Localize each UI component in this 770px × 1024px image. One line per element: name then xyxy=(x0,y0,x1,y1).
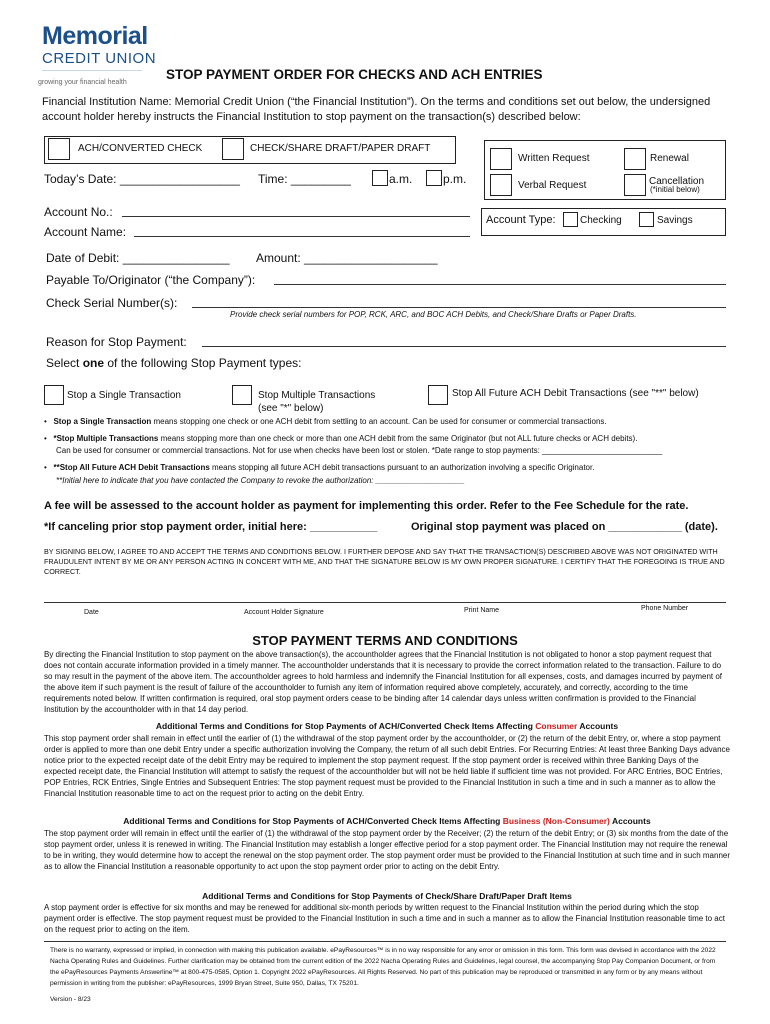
reason-label: Reason for Stop Payment: xyxy=(46,335,187,349)
savings-checkbox[interactable] xyxy=(639,212,654,227)
ach-label: ACH/CONVERTED CHECK xyxy=(78,143,203,154)
savings-label: Savings xyxy=(657,215,693,226)
checking-label: Checking xyxy=(580,215,622,226)
check-label: CHECK/SHARE DRAFT/PAPER DRAFT xyxy=(250,143,431,154)
multiple-transactions-label: Stop Multiple Transactions xyxy=(258,390,376,401)
am-label: a.m. xyxy=(389,172,413,186)
multiple-transactions-note: (see "*" below) xyxy=(258,403,324,414)
signature-holder-label: Account Holder Signature xyxy=(244,609,324,616)
future-ach-label: Stop All Future ACH Debit Transactions (see "**" below) xyxy=(452,388,699,399)
single-transaction-checkbox[interactable] xyxy=(44,385,64,405)
amount-field[interactable]: Amount: ____________________ xyxy=(256,251,438,265)
pm-label: p.m. xyxy=(443,172,467,186)
account-name-line[interactable] xyxy=(134,236,470,237)
account-name-label: Account Name: xyxy=(44,225,127,239)
check-serial-line[interactable] xyxy=(192,307,726,308)
terms-body: By directing the Financial Institution to stop payment on the above transaction(s), the accountholder agrees that the Financial Institution is not obligated to honor a stop payment request that does not contain accurate information provided in a timely manner. The accountholder understands that it is necessary to provide the correct information related to the transaction. Failure to do so may result in the payment of the above item. The accountholder agrees to hold harmless and indemnify the Financial Institution for all expenses, costs, and damages incurred by payment of the above item if such payment is the result of failure of the accountholder to furnish any item of information required above completely, accurately, and correctly, according to the time requirements noted below. If written confirmation is required, oral stop payment orders cease to be binding after 14 calendar days unless written confirmation is provided to the Financial Institution by the accountholder with in that 14 day period. xyxy=(44,650,723,714)
signature-printname-label: Print Name xyxy=(464,607,500,614)
bullet-single: • Stop a Single Transaction means stopping one check or one ACH debit from settling to an account. Can be used for consumer or commercial transactions. xyxy=(44,417,607,426)
certification-text: BY SIGNING BELOW, I AGREE TO AND ACCEPT THE TERMS AND CONDITIONS BELOW. I FURTHER DEPOSE AND SAY THAT THE TRANSACTION(S) DESCRIBED ABOVE WAS NOT ORIGINATED WITH FRAUDULENT INTENT BY ME OR ANY PERSON ACTING IN CONCERT WITH ME, AND THAT THE SIGNATURE BELOW IS MY OWN PROPER SIGNATURE. I CERTIFY THAT THE FOREGOING IS TRUE AND CORRECT. xyxy=(44,547,725,576)
bullet-multiple: • *Stop Multiple Transactions means stopping more than one check or more than one ACH debit from the same Originator (but not ALL future checks or ACH debits). xyxy=(44,434,638,443)
time-field[interactable]: Time: _________ xyxy=(258,172,351,186)
logo-divider xyxy=(42,70,142,71)
terms-title: STOP PAYMENT TERMS AND CONDITIONS xyxy=(252,633,518,648)
footer-disclaimer: There is no warranty, expressed or implied, in connection with making this publication available. ePayResources™ is in no way responsible for any error or omission in this form. This form was devised in accordance with the 2022 Nacha Operating Rules and Guidelines. Further clarification may be obtained from the current edition of the 2022 Nacha Operating Rules and Guidelines, legal counsel, the accompanying Stop Pay Companion Document, or from the ePayResources Payments Answerline™ at 800-475-0585, Option 1. Copyright 2022 ePayResources. All Rights Reserved. No part of this publication may be reproduced or transmitted in any form or by any means without permission in writing from the publisher: ePayResources, 1999 Bryan Street, Suite 950, Dallas, TX 75201. xyxy=(50,947,716,987)
date-of-debit-field[interactable]: Date of Debit: ________________ xyxy=(46,251,230,265)
form-title: STOP PAYMENT ORDER FOR CHECKS AND ACH ENTRIES xyxy=(166,67,543,82)
ach-checkbox[interactable] xyxy=(48,138,70,160)
renewal-checkbox[interactable] xyxy=(624,148,646,170)
cancel-initial-line[interactable]: *If canceling prior stop payment order, initial here: ___________ xyxy=(44,521,378,533)
cancellation-label: Cancellation xyxy=(649,176,705,187)
check-serial-label: Check Serial Number(s): xyxy=(46,296,178,310)
business-heading: Additional Terms and Conditions for Stop Payments of ACH/Converted Check Items Affecting Business (Non-Consumer) Accounts xyxy=(123,816,651,826)
payable-to-line[interactable] xyxy=(274,284,726,285)
account-no-label: Account No.: xyxy=(44,205,113,219)
business-body: The stop payment order will remain in effect until the earlier of (1) the withdrawal of the stop payment order by the Receiver; (2) the return of the debit Entry; or (3) six months from the date of the stop payment order, unless it is renewed in writing. The Financial Institution may establish a longer effective period for a stop payment order. The Financial Institution may not require the renewal to be in writing, they would determine how to accept the renewal on the stop payment order. The stop payment order must be provided to the Financial Institution at such time and in such manner as to allow the Financial Institution a reasonable opportunity to act upon the stop payment order prior to acting on the debit Entry. xyxy=(44,829,731,871)
verbal-request-label: Verbal Request xyxy=(518,180,587,191)
written-request-checkbox[interactable] xyxy=(490,148,512,170)
payable-to-label: Payable To/Originator (“the Company”): xyxy=(46,273,256,287)
reason-line[interactable] xyxy=(202,346,726,347)
cancellation-checkbox[interactable] xyxy=(624,174,646,196)
checking-checkbox[interactable] xyxy=(563,212,578,227)
future-ach-checkbox[interactable] xyxy=(428,385,448,405)
bullet-multiple-line2: Can be used for consumer or commercial transactions. Not for use when checks have been lost or stolen. *Date range to stop payments: ___________________________ xyxy=(56,446,663,455)
signature-line[interactable] xyxy=(44,602,726,603)
check-checkbox[interactable] xyxy=(222,138,244,160)
logo-sub: CREDIT UNION xyxy=(42,50,157,67)
am-checkbox[interactable] xyxy=(372,170,388,186)
initial-below-note: (*initial below) xyxy=(650,185,700,194)
serial-note: Provide check serial numbers for POP, RCK, ARC, and BOC ACH Debits, and Check/Share Drafts or Paper Drafts. xyxy=(230,310,637,319)
pm-checkbox[interactable] xyxy=(426,170,442,186)
bullet-future-line2: **Initial here to indicate that you have contacted the Company to revoke the authorization: ____________________ xyxy=(56,476,465,485)
check-terms-body: A stop payment order is effective for six months and may be renewed for additional six-month periods by written request to the Financial Institution within the period during which the stop payment order is effective. The stop payment request must be provided to the Financial Institution in such a time and in such a manner as to allow the Financial Institution reasonable time to act on the request prior to acting on the item. xyxy=(44,903,725,934)
select-instruction: Select one of the following Stop Payment types: xyxy=(46,356,302,370)
footer-divider xyxy=(44,941,726,942)
footer-version: Version - 8/23 xyxy=(50,996,91,1003)
written-request-label: Written Request xyxy=(518,153,590,164)
verbal-request-checkbox[interactable] xyxy=(490,174,512,196)
logo-tagline: growing your financial health xyxy=(38,79,127,86)
fee-notice: A fee will be assessed to the account holder as payment for implementing this order. Refer to the Fee Schedule for the rate. xyxy=(44,500,689,512)
logo-main: Memorial xyxy=(42,22,148,50)
renewal-label: Renewal xyxy=(650,153,689,164)
original-placed-line[interactable]: Original stop payment was placed on ____________ (date). xyxy=(411,521,718,533)
signature-phone-label: Phone Number xyxy=(641,605,689,612)
consumer-body: This stop payment order shall remain in effect until the earlier of (1) the withdrawal of the stop payment order by the accountholder, or (2) the return of the debit Entry, or, where a stop payment order is applied to more than one debit Entry under a specific authorization involving the Company, the return of all such debit Entries. For Recurring Entries: At least three Banking Days advance notice prior to the expected receipt date of the debit Entry may be required to implement the stop payment request. If the stop payment order is received within three Banking Days of the expected receipt date, the Financial Institution will attempt to satisfy the request of the accountholder but will not be held liable if sufficient time was not provided. For ARC Entries, BOC Entries, POP Entries, RCK Entries, Single Entries and Subsequent Entries: The stop payment request must be provided to the Financial Institution in such a time and in such a manner as to allow the Financial Institution reasonable time to act on the request prior to acting on the debit Entry. xyxy=(44,734,730,798)
bullet-future: • **Stop All Future ACH Debit Transactions means stopping all future ACH debit transactions pursuant to an authorization involving a specific Originator. xyxy=(44,463,595,472)
todays-date-field[interactable]: Today’s Date: __________________ xyxy=(44,172,240,186)
account-type-label: Account Type: xyxy=(486,214,556,226)
signature-date-label: Date xyxy=(84,609,99,616)
multiple-transactions-checkbox[interactable] xyxy=(232,385,252,405)
single-transaction-label: Stop a Single Transaction xyxy=(67,390,181,401)
account-no-line[interactable] xyxy=(122,216,470,217)
intro-text: Financial Institution Name: Memorial Credit Union (“the Financial Institution”). On the terms and conditions set out below, the undersigned account holder hereby instructs the Financial Institution to stop payment on the transaction(s) described below: xyxy=(42,96,711,123)
consumer-heading: Additional Terms and Conditions for Stop Payments of ACH/Converted Check Items Affecting Consumer Accounts xyxy=(155,721,619,731)
check-terms-heading: Additional Terms and Conditions for Stop Payments of Check/Share Draft/Paper Draft Items xyxy=(202,891,572,901)
